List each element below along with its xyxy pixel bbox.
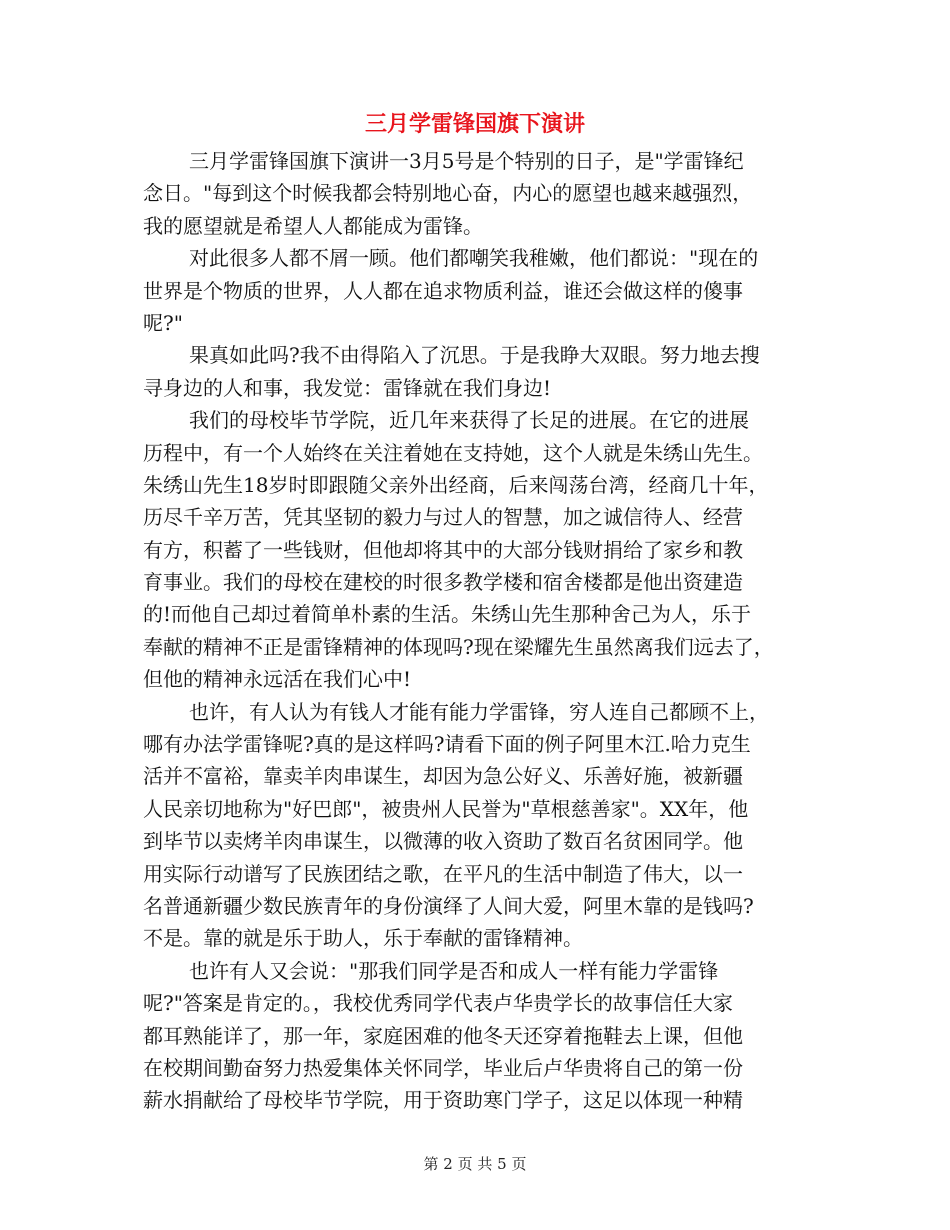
text-line: 名普通新疆少数民族青年的身份演绎了人间大爱，阿里木靠的是钱吗? bbox=[143, 893, 754, 918]
text-line: 历尽千辛万苦，凭其坚韧的毅力与过人的智慧，加之诚信待人、经营 bbox=[143, 505, 743, 530]
text-line: 奉献的精神不正是雷锋精神的体现吗?现在梁耀先生虽然离我们远去了， bbox=[143, 634, 774, 659]
text-line: 育事业。我们的母校在建校的时很多教学楼和宿舍楼都是他出资建造 bbox=[143, 570, 743, 595]
page-title: 三月学雷锋国旗下演讲 bbox=[364, 112, 585, 137]
page-footer: 第 2 页 共 5 页 bbox=[423, 1155, 527, 1173]
text-line: 世界是个物质的世界，人人都在追求物质利益，谁还会做这样的傻事 bbox=[143, 278, 743, 303]
text-line: 呢?" bbox=[143, 310, 183, 335]
text-line: 寻身边的人和事，我发觉：雷锋就在我们身边! bbox=[143, 375, 552, 400]
text-line: 都耳熟能详了，那一年，家庭困难的他冬天还穿着拖鞋去上课，但他 bbox=[143, 1023, 743, 1048]
text-line: 在校期间勤奋努力热爱集体关怀同学，毕业后卢华贵将自己的第一份 bbox=[143, 1055, 743, 1080]
text-line: 呢?"答案是肯定的。，我校优秀同学代表卢华贵学长的故事信任大家 bbox=[143, 991, 733, 1016]
text-line: 果真如此吗?我不由得陷入了沉思。于是我睁大双眼。努力地去搜 bbox=[189, 343, 760, 368]
text-line: 活并不富裕，靠卖羊肉串谋生，却因为急公好义、乐善好施，被新疆 bbox=[143, 764, 743, 789]
text-line: 但他的精神永远活在我们心中! bbox=[143, 667, 412, 692]
text-line: 朱绣山先生18岁时即跟随父亲外出经商，后来闯荡台湾，经商几十年， bbox=[143, 472, 769, 497]
text-line: 人民亲切地称为"好巴郎"，被贵州人民誉为"草根慈善家"。XX年，他 bbox=[143, 796, 749, 821]
text-line: 对此很多人都不屑一顾。他们都嘲笑我稚嫩，他们都说："现在的 bbox=[189, 246, 759, 271]
text-line: 到毕节以卖烤羊肉串谋生，以微薄的收入资助了数百名贫困同学。他 bbox=[143, 829, 743, 854]
text-line: 我的愿望就是希望人人都能成为雷锋。 bbox=[143, 213, 483, 238]
text-line: 的!而他自己却过着简单朴素的生活。朱绣山先生那种舍己为人，乐于 bbox=[143, 602, 752, 627]
text-line: 有方，积蓄了一些钱财，但他却将其中的大部分钱财捐给了家乡和教 bbox=[143, 537, 743, 562]
text-line: 用实际行动谱写了民族团结之歌，在平凡的生活中制造了伟大，以一 bbox=[143, 861, 743, 886]
text-line: 不是。靠的就是乐于助人，乐于奉献的雷锋精神。 bbox=[143, 926, 583, 951]
text-line: 哪有办法学雷锋呢?真的是这样吗?请看下面的例子阿里木江.哈力克生 bbox=[143, 732, 751, 757]
text-line: 我们的母校毕节学院，近几年来获得了长足的进展。在它的进展 bbox=[189, 408, 749, 433]
text-line: 也许，有人认为有钱人才能有能力学雷锋，穷人连自己都顾不上， bbox=[189, 699, 769, 724]
text-line: 薪水捐献给了母校毕节学院，用于资助寒门学子，这足以体现一种精 bbox=[143, 1088, 743, 1113]
text-line: 历程中，有一个人始终在关注着她在支持她，这个人就是朱绣山先生。 bbox=[143, 440, 763, 465]
text-line: 念日。"每到这个时候我都会特别地心奋，内心的愿望也越来越强烈， bbox=[143, 181, 753, 206]
text-line: 也许有人又会说："那我们同学是否和成人一样有能力学雷锋 bbox=[189, 958, 719, 983]
document-body bbox=[143, 145, 811, 1117]
text-line: 三月学雷锋国旗下演讲一3月5号是个特别的日子，是"学雷锋纪 bbox=[189, 149, 744, 173]
